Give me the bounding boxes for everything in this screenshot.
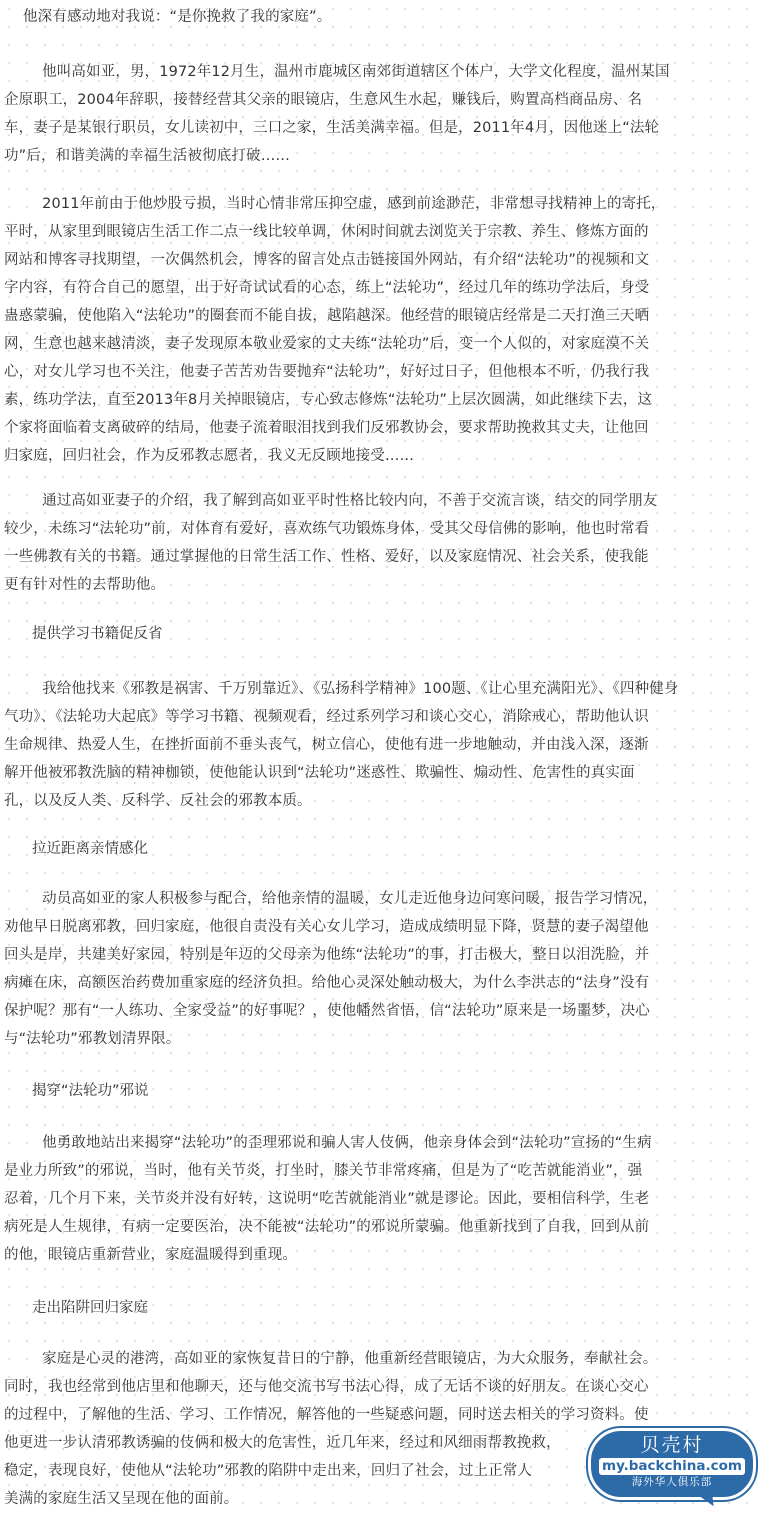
text-line: 网，生意也越来越清淡，妻子发现原本敬业爱家的丈夫练“法轮功”后，变一个人似的，对家庭漠不关	[4, 336, 650, 352]
text-line: 忍着，几个月下来，关节炎并没有好转，这说明“吃苦就能消业”就是谬论。因此，要相信科学，生老	[4, 1191, 650, 1207]
text-line: 网站和博客寻找期望，一次偶然机会，博客的留言处点击链接国外网站，有介绍“法轮功”的视频和文	[4, 252, 650, 268]
backchina-watermark-logo	[588, 1428, 756, 1500]
text-line: 动员高如亚的家人积极参与配合，给他亲情的温暖，女儿走近他身边问寒问暖，报告学习情况，	[4, 891, 658, 907]
text-line: 一些佛教有关的书籍。通过掌握他的日常生活工作、性格、爱好，以及家庭情况、社会关系，使我能	[4, 549, 649, 565]
text-line: 平时，从家里到眼镜店生活工作二点一线比较单调，休闲时间就去浏览关于宗教、养生、修炼方面的	[4, 224, 649, 240]
paragraph-background	[4, 190, 760, 470]
text-line: 劝他早日脱离邪教，回归家庭，他很自责没有关心女儿学习，造成成绩明显下降，贤慧的妻子渴望他	[4, 919, 649, 935]
text-line: 2011年前由于他炒股亏损，当时心情非常压抑空虚，感到前途渺茫，非常想寻找精神上的寄托，	[4, 196, 666, 212]
text-line: 解开他被邪教洗脑的精神枷锁，使他能认识到“法轮功”迷惑性、欺骗性、煽动性、危害性的真实面	[4, 765, 635, 781]
text-line: 归家庭，回归社会，作为反邪教志愿者，我义无反顾地接受……	[4, 448, 415, 464]
text-line: 稳定，表现良好，使他从“法轮功”邪教的陷阱中走出来，回归了社会，过上正常人	[4, 1463, 533, 1479]
text-line: 个家将面临着支离破碎的结局，他妻子流着眼泪找到我们反邪教协会，要求帮助挽救其丈夫，让他回	[4, 420, 649, 436]
text-line: 车，妻子是某银行职员，女儿读初中，三口之家，生活美满幸福。但是，2011年4月，因他迷上“法轮	[4, 120, 660, 136]
paragraph-expose	[4, 1129, 760, 1269]
text-line: 较少，未练习“法轮功”前，对体育有爱好，喜欢练气功锻炼身体，受其父母信佛的影响，他也时常看	[4, 521, 650, 537]
section-heading-books: 提供学习书籍促反省	[32, 626, 163, 642]
paragraph-family	[4, 885, 760, 1053]
text-line: 生命规律、热爱人生，在挫折面前不垂头丧气，树立信心，使他有进一步地触动，并由浅入深，逐渐	[4, 737, 649, 753]
text-line: 企原职工，2004年辞职，接替经营其父亲的眼镜店，生意风生水起，赚钱后，购置高档商品房、名	[4, 92, 643, 108]
watermark-subtitle: 海外华人俱乐部	[631, 1476, 713, 1488]
text-line: 更有针对性的去帮助他。	[4, 577, 166, 593]
paragraph-character	[4, 487, 760, 599]
text-line: 病瘫在床，高额医治药费加重家庭的经济负担。给他心灵深处触动极大，为什么李洪志的“法身”没有	[4, 975, 650, 991]
text-line: 是业力所致”的邪说，当时，他有关节炎，打坐时，膝关节非常疼痛，但是为了“吃苦就能消业”，强	[4, 1163, 643, 1179]
section-heading-expose: 揭穿“法轮功”邪说	[32, 1083, 149, 1099]
text-line: 我给他找来《邪教是祸害、千万别靠近》、《弘扬科学精神》100题、《让心里充满阳光》、《四种健身	[4, 681, 679, 697]
text-line: 美满的家庭生活又呈现在他的面前。	[4, 1491, 239, 1507]
text-line: 病死是人生规律，有病一定要医治，决不能被“法轮功”的邪说所蒙骗。他重新找到了自我，回到从前	[4, 1219, 650, 1235]
text-line: 字内容，有符合自己的愿望，出于好奇试试看的心态，练上“法轮功”，经过几年的练功学法后，身受	[4, 280, 650, 296]
text-line: 家庭是心灵的港湾，高如亚的家恢复昔日的宁静，他重新经营眼镜店，为大众服务，奉献社会。	[4, 1351, 658, 1367]
text-line: 蛊惑蒙骗，使他陷入“法轮功”的圈套而不能自拔，越陷越深。他经营的眼镜店经常是二天打渔三天晒	[4, 308, 650, 324]
text-line: 气功》、《法轮功大起底》等学习书籍、视频观看，经过系列学习和谈心交心，消除戒心，帮助他认识	[4, 709, 649, 725]
text-line: 功”后，和谐美满的幸福生活被彻底打破……	[4, 148, 291, 164]
text-line: 保护呢？那有“一人练功、全家受益”的好事呢？，使他幡然省悟，信“法轮功”原来是一场噩梦，决心	[4, 1003, 650, 1019]
text-line: 的过程中，了解他的生活、学习、工作情况，解答他的一些疑惑问题，同时送去相关的学习资料。使	[4, 1407, 649, 1423]
section-heading-return: 走出陷阱回归家庭	[32, 1300, 148, 1316]
text-line: 回头是岸，共建美好家园，特别是年迈的父母亲为他练“法轮功”的事，打击极大，整日以泪洗脸，并	[4, 947, 650, 963]
watermark-url: my.backchina.com	[599, 1458, 745, 1475]
text-line: 他勇敢地站出来揭穿“法轮功”的歪理邪说和骗人害人伎俩，他亲身体会到“法轮功”宣扬的“生病	[4, 1135, 652, 1151]
text-line: 通过高如亚妻子的介绍，我了解到高如亚平时性格比较内向，不善于交流言谈，结交的同学朋友	[4, 493, 658, 509]
paragraph-intro	[4, 58, 760, 170]
text-line: 孔，以及反人类、反科学、反社会的邪教本质。	[4, 793, 312, 809]
paragraph-books	[4, 675, 760, 815]
watermark-title: 贝壳村	[640, 1434, 704, 1456]
text-line: 素，练功学法，直至2013年8月关掉眼镜店，专心致志修炼“法轮功”上层次圆满，如此继续下去，这	[4, 392, 653, 408]
paragraph-quote	[4, 3, 760, 31]
text-line: 与“法轮功”邪教划清界限。	[4, 1031, 181, 1047]
text-line: 他深有感动地对我说：“是你挽救了我的家庭”。	[4, 9, 332, 25]
text-line: 心，对女儿学习也不关注，他妻子苦苦劝告要抛弃“法轮功”，好好过日子，但他根本不听，仍我行我	[4, 364, 650, 380]
text-line: 的他，眼镜店重新营业，家庭温暖得到重现。	[4, 1247, 297, 1263]
text-line: 他更进一步认清邪教诱骗的伎俩和极大的危害性，近几年来，经过和风细雨帮教挽救，	[4, 1435, 561, 1451]
text-line: 同时，我也经常到他店里和他聊天，还与他交流书写书法心得，成了无话不谈的好朋友。在谈心交心	[4, 1379, 649, 1395]
text-line: 他叫高如亚，男，1972年12月生，温州市鹿城区南郊街道辖区个体户，大学文化程度，温州某国	[4, 64, 670, 80]
section-heading-family: 拉近距离亲情感化	[32, 841, 148, 857]
